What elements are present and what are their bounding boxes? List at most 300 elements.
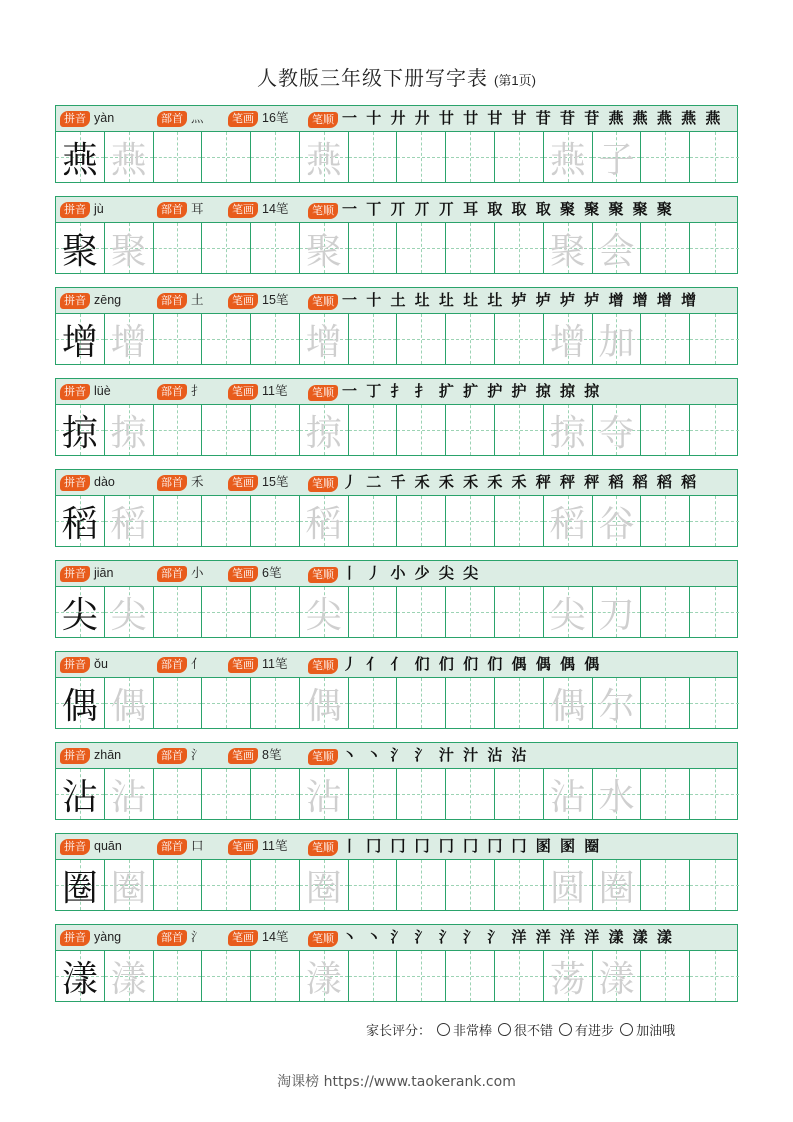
writing-cell[interactable] (446, 860, 495, 910)
writing-cell[interactable] (300, 405, 349, 455)
main-character: 漾 (61, 958, 98, 1000)
stroke-order (308, 925, 674, 950)
writing-cell[interactable] (105, 951, 154, 1001)
stroke-order (308, 379, 601, 404)
stroke-order-badge: 笔顺 (308, 476, 338, 492)
writing-cell[interactable] (446, 587, 495, 637)
writing-cell[interactable] (495, 405, 544, 455)
writing-cell[interactable] (56, 587, 105, 637)
writing-cell[interactable] (202, 678, 251, 728)
radio-circle-icon[interactable] (437, 1023, 450, 1036)
writing-cell[interactable] (641, 314, 690, 364)
character-block (55, 651, 738, 729)
character-block (55, 378, 738, 456)
writing-cell[interactable] (397, 587, 446, 637)
writing-cell[interactable] (544, 678, 593, 728)
pinyin-value: quān (94, 839, 122, 853)
pinyin (60, 379, 111, 404)
writing-cell[interactable] (641, 496, 690, 546)
stroke-count-badge: 笔画 (228, 839, 258, 855)
main-character: 聚 (61, 230, 98, 272)
writing-cell[interactable] (251, 951, 300, 1001)
pinyin-value: jiān (94, 566, 114, 580)
writing-cell[interactable] (154, 769, 203, 819)
writing-cell[interactable] (397, 314, 446, 364)
writing-cell[interactable] (202, 132, 251, 182)
trace-character: 沾 (305, 776, 342, 818)
radical (157, 652, 204, 677)
writing-cell[interactable] (202, 951, 251, 1001)
writing-cell[interactable] (56, 132, 105, 182)
trace-character: 燕 (305, 139, 342, 181)
pinyin-badge: 拼音 (60, 657, 90, 673)
writing-cell[interactable] (349, 496, 398, 546)
stroke-count-value: 15笔 (262, 475, 289, 489)
writing-cell[interactable] (202, 860, 251, 910)
character-info-bar (56, 834, 737, 860)
character-info-bar (56, 197, 737, 223)
writing-grid (56, 678, 737, 728)
writing-cell[interactable] (300, 314, 349, 364)
writing-cell[interactable] (105, 587, 154, 637)
pinyin-value: yàn (94, 111, 115, 125)
stroke-order-badge: 笔顺 (308, 112, 338, 128)
writing-cell[interactable] (300, 678, 349, 728)
writing-cell[interactable] (397, 405, 446, 455)
radical-badge: 部首 (157, 202, 187, 218)
stroke-count (228, 106, 288, 131)
stroke-order-badge: 笔顺 (308, 385, 338, 401)
eval-option-3[interactable]: 有进步 (553, 1024, 614, 1039)
stroke-order-value: 一 十 廾 廾 廿 廿 甘 甘 苷 苷 苷 燕 燕 燕 燕 燕 (342, 109, 723, 127)
writing-cell[interactable] (154, 314, 203, 364)
trace-word-character: 夺 (598, 412, 635, 454)
stroke-order (308, 106, 722, 131)
writing-cell[interactable] (446, 223, 495, 273)
writing-cell[interactable] (251, 496, 300, 546)
writing-grid (56, 769, 737, 819)
writing-cell[interactable] (593, 678, 642, 728)
writing-cell[interactable] (300, 496, 349, 546)
writing-cell[interactable] (349, 405, 398, 455)
writing-cell[interactable] (593, 769, 642, 819)
pinyin (60, 561, 113, 586)
pinyin-badge: 拼音 (60, 930, 90, 946)
stroke-count-badge: 笔画 (228, 475, 258, 491)
pinyin-value: zēng (94, 293, 122, 307)
writing-cell[interactable] (690, 678, 739, 728)
writing-cell[interactable] (397, 678, 446, 728)
radical-value: 土 (191, 293, 204, 307)
writing-cell[interactable] (202, 314, 251, 364)
writing-cell[interactable] (202, 769, 251, 819)
stroke-order-value: 丿 二 千 禾 禾 禾 禾 禾 秤 秤 秤 稻 稻 稻 稻 (342, 473, 699, 491)
writing-cell[interactable] (446, 314, 495, 364)
radical-badge: 部首 (157, 111, 187, 127)
writing-grid (56, 587, 737, 637)
radical-badge: 部首 (157, 930, 187, 946)
writing-cell[interactable] (446, 678, 495, 728)
character-block (55, 924, 738, 1002)
writing-cell[interactable] (690, 496, 739, 546)
writing-cell[interactable] (105, 223, 154, 273)
trace-word-character: 聚 (549, 230, 586, 272)
writing-cell[interactable] (154, 405, 203, 455)
character-info-bar (56, 925, 737, 951)
writing-grid (56, 496, 737, 546)
trace-word-character: 增 (549, 321, 586, 363)
writing-cell[interactable] (300, 860, 349, 910)
radical-value: 亻 (191, 657, 204, 671)
writing-cell[interactable] (593, 587, 642, 637)
radical (157, 197, 204, 222)
writing-cell[interactable] (641, 223, 690, 273)
trace-character: 掠 (305, 412, 342, 454)
writing-cell[interactable] (202, 587, 251, 637)
writing-cell[interactable] (495, 678, 544, 728)
writing-cell[interactable] (349, 223, 398, 273)
character-info-bar (56, 743, 737, 769)
stroke-count (228, 288, 288, 313)
pinyin (60, 288, 121, 313)
stroke-order-badge: 笔顺 (308, 840, 338, 856)
writing-cell[interactable] (154, 132, 203, 182)
stroke-order-badge: 笔顺 (308, 931, 338, 947)
writing-grid (56, 951, 737, 1001)
radical-value: 灬 (191, 111, 204, 125)
radical (157, 743, 204, 768)
character-info-bar (56, 288, 737, 314)
writing-cell[interactable] (690, 769, 739, 819)
writing-cell[interactable] (495, 223, 544, 273)
writing-cell[interactable] (202, 496, 251, 546)
stroke-count-value: 6笔 (262, 566, 282, 580)
writing-cell[interactable] (690, 314, 739, 364)
writing-cell[interactable] (690, 951, 739, 1001)
trace-character: 尖 (305, 594, 342, 636)
writing-cell[interactable] (300, 223, 349, 273)
pinyin (60, 106, 114, 131)
writing-cell[interactable] (349, 132, 398, 182)
writing-cell[interactable] (251, 223, 300, 273)
pinyin-badge: 拼音 (60, 384, 90, 400)
writing-cell[interactable] (641, 405, 690, 455)
character-block (55, 560, 738, 638)
character-info-bar (56, 470, 737, 496)
writing-cell[interactable] (105, 314, 154, 364)
character-info-bar (56, 561, 737, 587)
writing-cell[interactable] (544, 223, 593, 273)
trace-word-character: 谷 (598, 503, 635, 545)
pinyin (60, 197, 104, 222)
character-block (55, 196, 738, 274)
writing-cell[interactable] (397, 496, 446, 546)
trace-character: 尖 (110, 594, 147, 636)
writing-cell[interactable] (641, 769, 690, 819)
main-character: 偶 (61, 685, 98, 727)
radical-value: 小 (191, 566, 204, 580)
writing-cell[interactable] (251, 678, 300, 728)
writing-cell[interactable] (690, 860, 739, 910)
writing-cell[interactable] (154, 951, 203, 1001)
writing-cell[interactable] (593, 496, 642, 546)
stroke-count-badge: 笔画 (228, 930, 258, 946)
writing-cell[interactable] (544, 405, 593, 455)
writing-cell[interactable] (251, 769, 300, 819)
trace-word-character: 稻 (549, 503, 586, 545)
writing-cell[interactable] (544, 951, 593, 1001)
radio-circle-icon[interactable] (620, 1023, 633, 1036)
writing-cell[interactable] (641, 132, 690, 182)
writing-cell[interactable] (105, 132, 154, 182)
trace-word-character: 会 (598, 230, 635, 272)
stroke-count (228, 470, 288, 495)
stroke-order-value: 丿 亻 亻 们 们 们 们 偶 偶 偶 偶 (342, 655, 602, 673)
writing-cell[interactable] (446, 405, 495, 455)
radical (157, 106, 204, 131)
writing-cell[interactable] (544, 860, 593, 910)
writing-cell[interactable] (202, 223, 251, 273)
trace-word-character: 燕 (549, 139, 586, 181)
trace-character: 稻 (110, 503, 147, 545)
main-character: 沾 (61, 776, 98, 818)
writing-cell[interactable] (641, 951, 690, 1001)
stroke-order-value: 一 十 土 圵 圵 圵 圵 垆 垆 垆 垆 增 增 增 增 (342, 291, 699, 309)
stroke-count-value: 14笔 (262, 202, 289, 216)
writing-cell[interactable] (544, 769, 593, 819)
writing-cell[interactable] (593, 223, 642, 273)
writing-cell[interactable] (544, 132, 593, 182)
character-block (55, 105, 738, 183)
writing-cell[interactable] (251, 132, 300, 182)
writing-cell[interactable] (495, 314, 544, 364)
writing-cell[interactable] (56, 860, 105, 910)
writing-cell[interactable] (105, 496, 154, 546)
writing-cell[interactable] (154, 223, 203, 273)
stroke-count (228, 925, 288, 950)
radical-badge: 部首 (157, 566, 187, 582)
writing-grid (56, 132, 737, 182)
stroke-count-value: 11笔 (262, 839, 288, 853)
parent-evaluation (366, 1020, 675, 1039)
radical-value: 氵 (191, 930, 204, 944)
trace-word-character: 漾 (598, 958, 635, 1000)
writing-grid (56, 405, 737, 455)
writing-cell[interactable] (495, 132, 544, 182)
writing-cell[interactable] (495, 860, 544, 910)
writing-cell[interactable] (495, 769, 544, 819)
trace-character: 稻 (305, 503, 342, 545)
writing-cell[interactable] (495, 587, 544, 637)
stroke-count (228, 561, 281, 586)
trace-character: 聚 (110, 230, 147, 272)
main-character: 尖 (61, 594, 98, 636)
writing-cell[interactable] (300, 769, 349, 819)
radical-value: 耳 (191, 202, 204, 216)
writing-cell[interactable] (641, 587, 690, 637)
writing-cell[interactable] (397, 951, 446, 1001)
main-character: 增 (61, 321, 98, 363)
radio-circle-icon[interactable] (559, 1023, 572, 1036)
writing-cell[interactable] (397, 132, 446, 182)
stroke-count-badge: 笔画 (228, 657, 258, 673)
writing-cell[interactable] (300, 951, 349, 1001)
writing-cell[interactable] (202, 405, 251, 455)
character-block (55, 287, 738, 365)
writing-cell[interactable] (446, 496, 495, 546)
stroke-order (308, 470, 698, 495)
writing-cell[interactable] (105, 860, 154, 910)
writing-cell[interactable] (154, 678, 203, 728)
pinyin (60, 470, 115, 495)
radical (157, 834, 204, 859)
writing-cell[interactable] (544, 314, 593, 364)
title-text: 人教版三年级下册写字表 (257, 66, 489, 90)
writing-cell[interactable] (56, 223, 105, 273)
stroke-order-value: 丶 丶 氵 氵 氵 氵 氵 洋 洋 洋 洋 漾 漾 漾 (342, 928, 674, 946)
pinyin-badge: 拼音 (60, 111, 90, 127)
writing-cell[interactable] (251, 587, 300, 637)
trace-word-character: 沾 (549, 776, 586, 818)
radical-badge: 部首 (157, 475, 187, 491)
trace-character: 圈 (305, 867, 342, 909)
stroke-order-value: 丨 冂 冂 冂 冂 冂 冂 冂 圂 圂 圈 (342, 837, 602, 855)
stroke-count (228, 652, 287, 677)
writing-cell[interactable] (690, 405, 739, 455)
writing-cell[interactable] (495, 951, 544, 1001)
main-character: 掠 (61, 412, 98, 454)
writing-cell[interactable] (251, 314, 300, 364)
trace-character: 漾 (305, 958, 342, 1000)
trace-word-character: 偶 (549, 685, 586, 727)
writing-cell[interactable] (349, 769, 398, 819)
writing-cell[interactable] (349, 951, 398, 1001)
stroke-order-badge: 笔顺 (308, 749, 338, 765)
trace-character: 偶 (110, 685, 147, 727)
pinyin-badge: 拼音 (60, 293, 90, 309)
writing-cell[interactable] (349, 678, 398, 728)
writing-cell[interactable] (251, 405, 300, 455)
stroke-count-badge: 笔画 (228, 202, 258, 218)
stroke-count-badge: 笔画 (228, 111, 258, 127)
writing-cell[interactable] (446, 951, 495, 1001)
writing-cell[interactable] (56, 405, 105, 455)
writing-cell[interactable] (593, 132, 642, 182)
radical-badge: 部首 (157, 384, 187, 400)
radical-value: 禾 (191, 475, 204, 489)
pinyin-value: ǒu (94, 657, 108, 671)
writing-cell[interactable] (300, 587, 349, 637)
radical-badge: 部首 (157, 839, 187, 855)
writing-grid (56, 223, 737, 273)
radical (157, 561, 204, 586)
writing-cell[interactable] (544, 587, 593, 637)
pinyin-value: lüè (94, 384, 111, 398)
writing-cell[interactable] (154, 496, 203, 546)
writing-cell[interactable] (593, 860, 642, 910)
writing-cell[interactable] (56, 314, 105, 364)
writing-cell[interactable] (251, 860, 300, 910)
eval-option-2[interactable]: 很不错 (492, 1024, 553, 1039)
stroke-count-badge: 笔画 (228, 384, 258, 400)
writing-cell[interactable] (397, 769, 446, 819)
writing-cell[interactable] (495, 496, 544, 546)
stroke-count (228, 197, 288, 222)
trace-word-character: 尔 (598, 685, 635, 727)
writing-cell[interactable] (690, 587, 739, 637)
writing-cell[interactable] (56, 769, 105, 819)
writing-cell[interactable] (56, 496, 105, 546)
stroke-count-badge: 笔画 (228, 566, 258, 582)
writing-cell[interactable] (690, 223, 739, 273)
writing-cell[interactable] (105, 769, 154, 819)
pinyin-value: zhān (94, 748, 122, 762)
evaluation-label: 家长评分： (366, 1024, 432, 1039)
pinyin-value: yàng (94, 930, 122, 944)
writing-cell[interactable] (690, 132, 739, 182)
page-title (0, 62, 793, 91)
stroke-order-value: 一 丁 扌 扌 扩 扩 护 护 掠 掠 掠 (342, 382, 602, 400)
pinyin (60, 925, 121, 950)
trace-word-character: 圈 (598, 867, 635, 909)
writing-cell[interactable] (105, 405, 154, 455)
writing-cell[interactable] (105, 678, 154, 728)
writing-cell[interactable] (446, 769, 495, 819)
radio-circle-icon[interactable] (498, 1023, 511, 1036)
writing-cell[interactable] (641, 860, 690, 910)
writing-cell[interactable] (593, 405, 642, 455)
stroke-order-badge: 笔顺 (308, 567, 338, 583)
writing-cell[interactable] (154, 587, 203, 637)
writing-cell[interactable] (300, 132, 349, 182)
radical (157, 288, 204, 313)
stroke-order (308, 652, 601, 677)
trace-character: 聚 (305, 230, 342, 272)
writing-cell[interactable] (446, 132, 495, 182)
stroke-order-badge: 笔顺 (308, 294, 338, 310)
main-character: 稻 (61, 503, 98, 545)
writing-cell[interactable] (154, 860, 203, 910)
writing-cell[interactable] (593, 951, 642, 1001)
stroke-order (308, 743, 529, 768)
writing-grid (56, 314, 737, 364)
writing-cell[interactable] (349, 314, 398, 364)
trace-word-character: 加 (598, 321, 635, 363)
writing-cell[interactable] (56, 678, 105, 728)
trace-word-character: 荡 (549, 958, 586, 1000)
eval-option-4[interactable]: 加油哦 (614, 1024, 675, 1039)
trace-word-character: 刀 (598, 594, 635, 636)
stroke-order (308, 197, 674, 222)
writing-cell[interactable] (593, 314, 642, 364)
stroke-count (228, 379, 287, 404)
eval-option-1[interactable]: 非常棒 (431, 1024, 492, 1039)
writing-cell[interactable] (56, 951, 105, 1001)
trace-word-character: 掠 (549, 412, 586, 454)
writing-cell[interactable] (397, 223, 446, 273)
writing-cell[interactable] (349, 860, 398, 910)
writing-cell[interactable] (349, 587, 398, 637)
stroke-order (308, 834, 601, 859)
writing-cell[interactable] (641, 678, 690, 728)
character-info-bar (56, 652, 737, 678)
writing-cell[interactable] (397, 860, 446, 910)
writing-cell[interactable] (544, 496, 593, 546)
trace-character: 增 (305, 321, 342, 363)
stroke-count-value: 15笔 (262, 293, 289, 307)
stroke-count-value: 14笔 (262, 930, 289, 944)
trace-character: 偶 (305, 685, 342, 727)
